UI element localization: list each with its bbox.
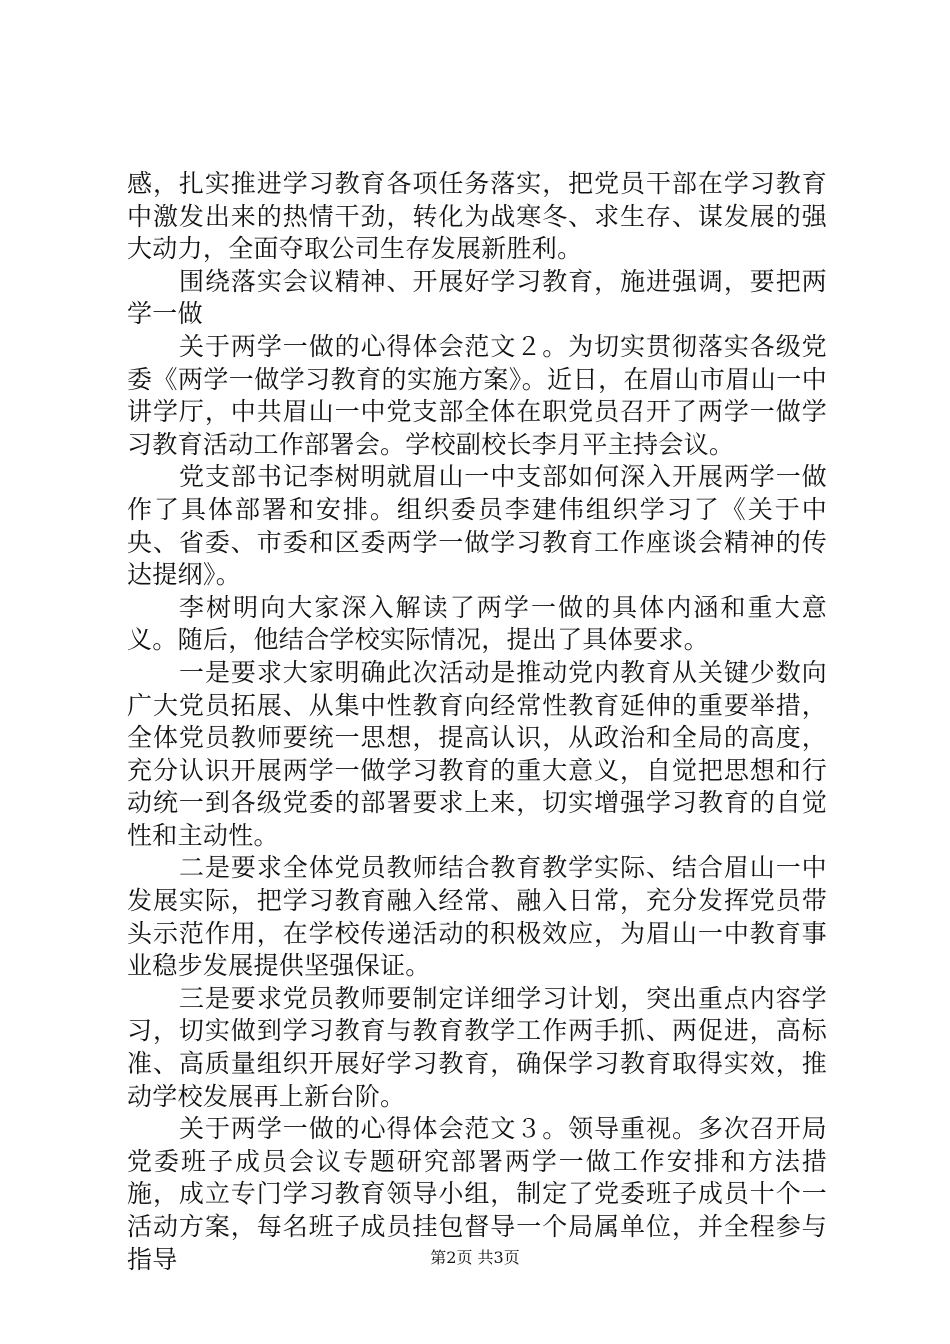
paragraph: 关于两学一做的心得体会范文３。领导重视。多次召开局党委班子成员会议专题研究部署两学一做工作安排和方法措施，成立专门学习教育领导小组，制定了党委班子成员十个一活动方案，每名班子成员挂包督导一个局属单位，并全程参与指导 [127,1114,827,1274]
document-body [127,168,827,1276]
paragraph: 党支部书记李树明就眉山一中支部如何深入开展两学一做作了具体部署和安排。组织委员李建伟组织学习了《关于中央、省委、市委和区委两学一做学习教育工作座谈会精神的传达提纲》。 [127,462,827,590]
paragraph: 二是要求全体党员教师结合教育教学实际、结合眉山一中发展实际，把学习教育融入经常、融入日常，充分发挥党员带头示范作用，在学校传递活动的积极效应，为眉山一中教育事业稳步发展提供坚强保证。 [127,853,827,981]
paragraph-continued: 感，扎实推进学习教育各项任务落实，把党员干部在学习教育中激发出来的热情干劲，转化为战寒冬、求生存、谋发展的强大动力，全面夺取公司生存发展新胜利。 [127,169,827,264]
paragraph: 围绕落实会议精神、开展好学习教育，施进强调，要把两学一做 [127,266,827,329]
paragraph: 一是要求大家明确此次活动是推动党内教育从关键少数向广大党员拓展、从集中性教育向经常性教育延伸的重要举措，全体党员教师要统一思想，提高认识，从政治和全局的高度，充分认识开展两学一做学习教育的重大意义，自觉把思想和行动统一到各级党委的部署要求上来，切实增强学习教育的自觉性和主动性。 [127,657,827,850]
paragraph: 李树明向大家深入解读了两学一做的具体内涵和重大意义。随后，他结合学校实际情况，提出了具体要求。 [127,592,827,655]
page-number-footer: 第2页 共3页 [430,1248,520,1267]
paragraph: 三是要求党员教师要制定详细学习计划，突出重点内容学习，切实做到学习教育与教育教学工作两手抓、两促进，高标准、高质量组织开展好学习教育，确保学习教育取得实效，推动学校发展再上新台阶。 [127,983,827,1111]
paragraph: 关于两学一做的心得体会范文２。为切实贯彻落实各级党委《两学一做学习教育的实施方案》。近日，在眉山市眉山一中讲学厅，中共眉山一中党支部全体在职党员召开了两学一做学习教育活动工作部署会。学校副校长李月平主持会议。 [127,331,827,459]
